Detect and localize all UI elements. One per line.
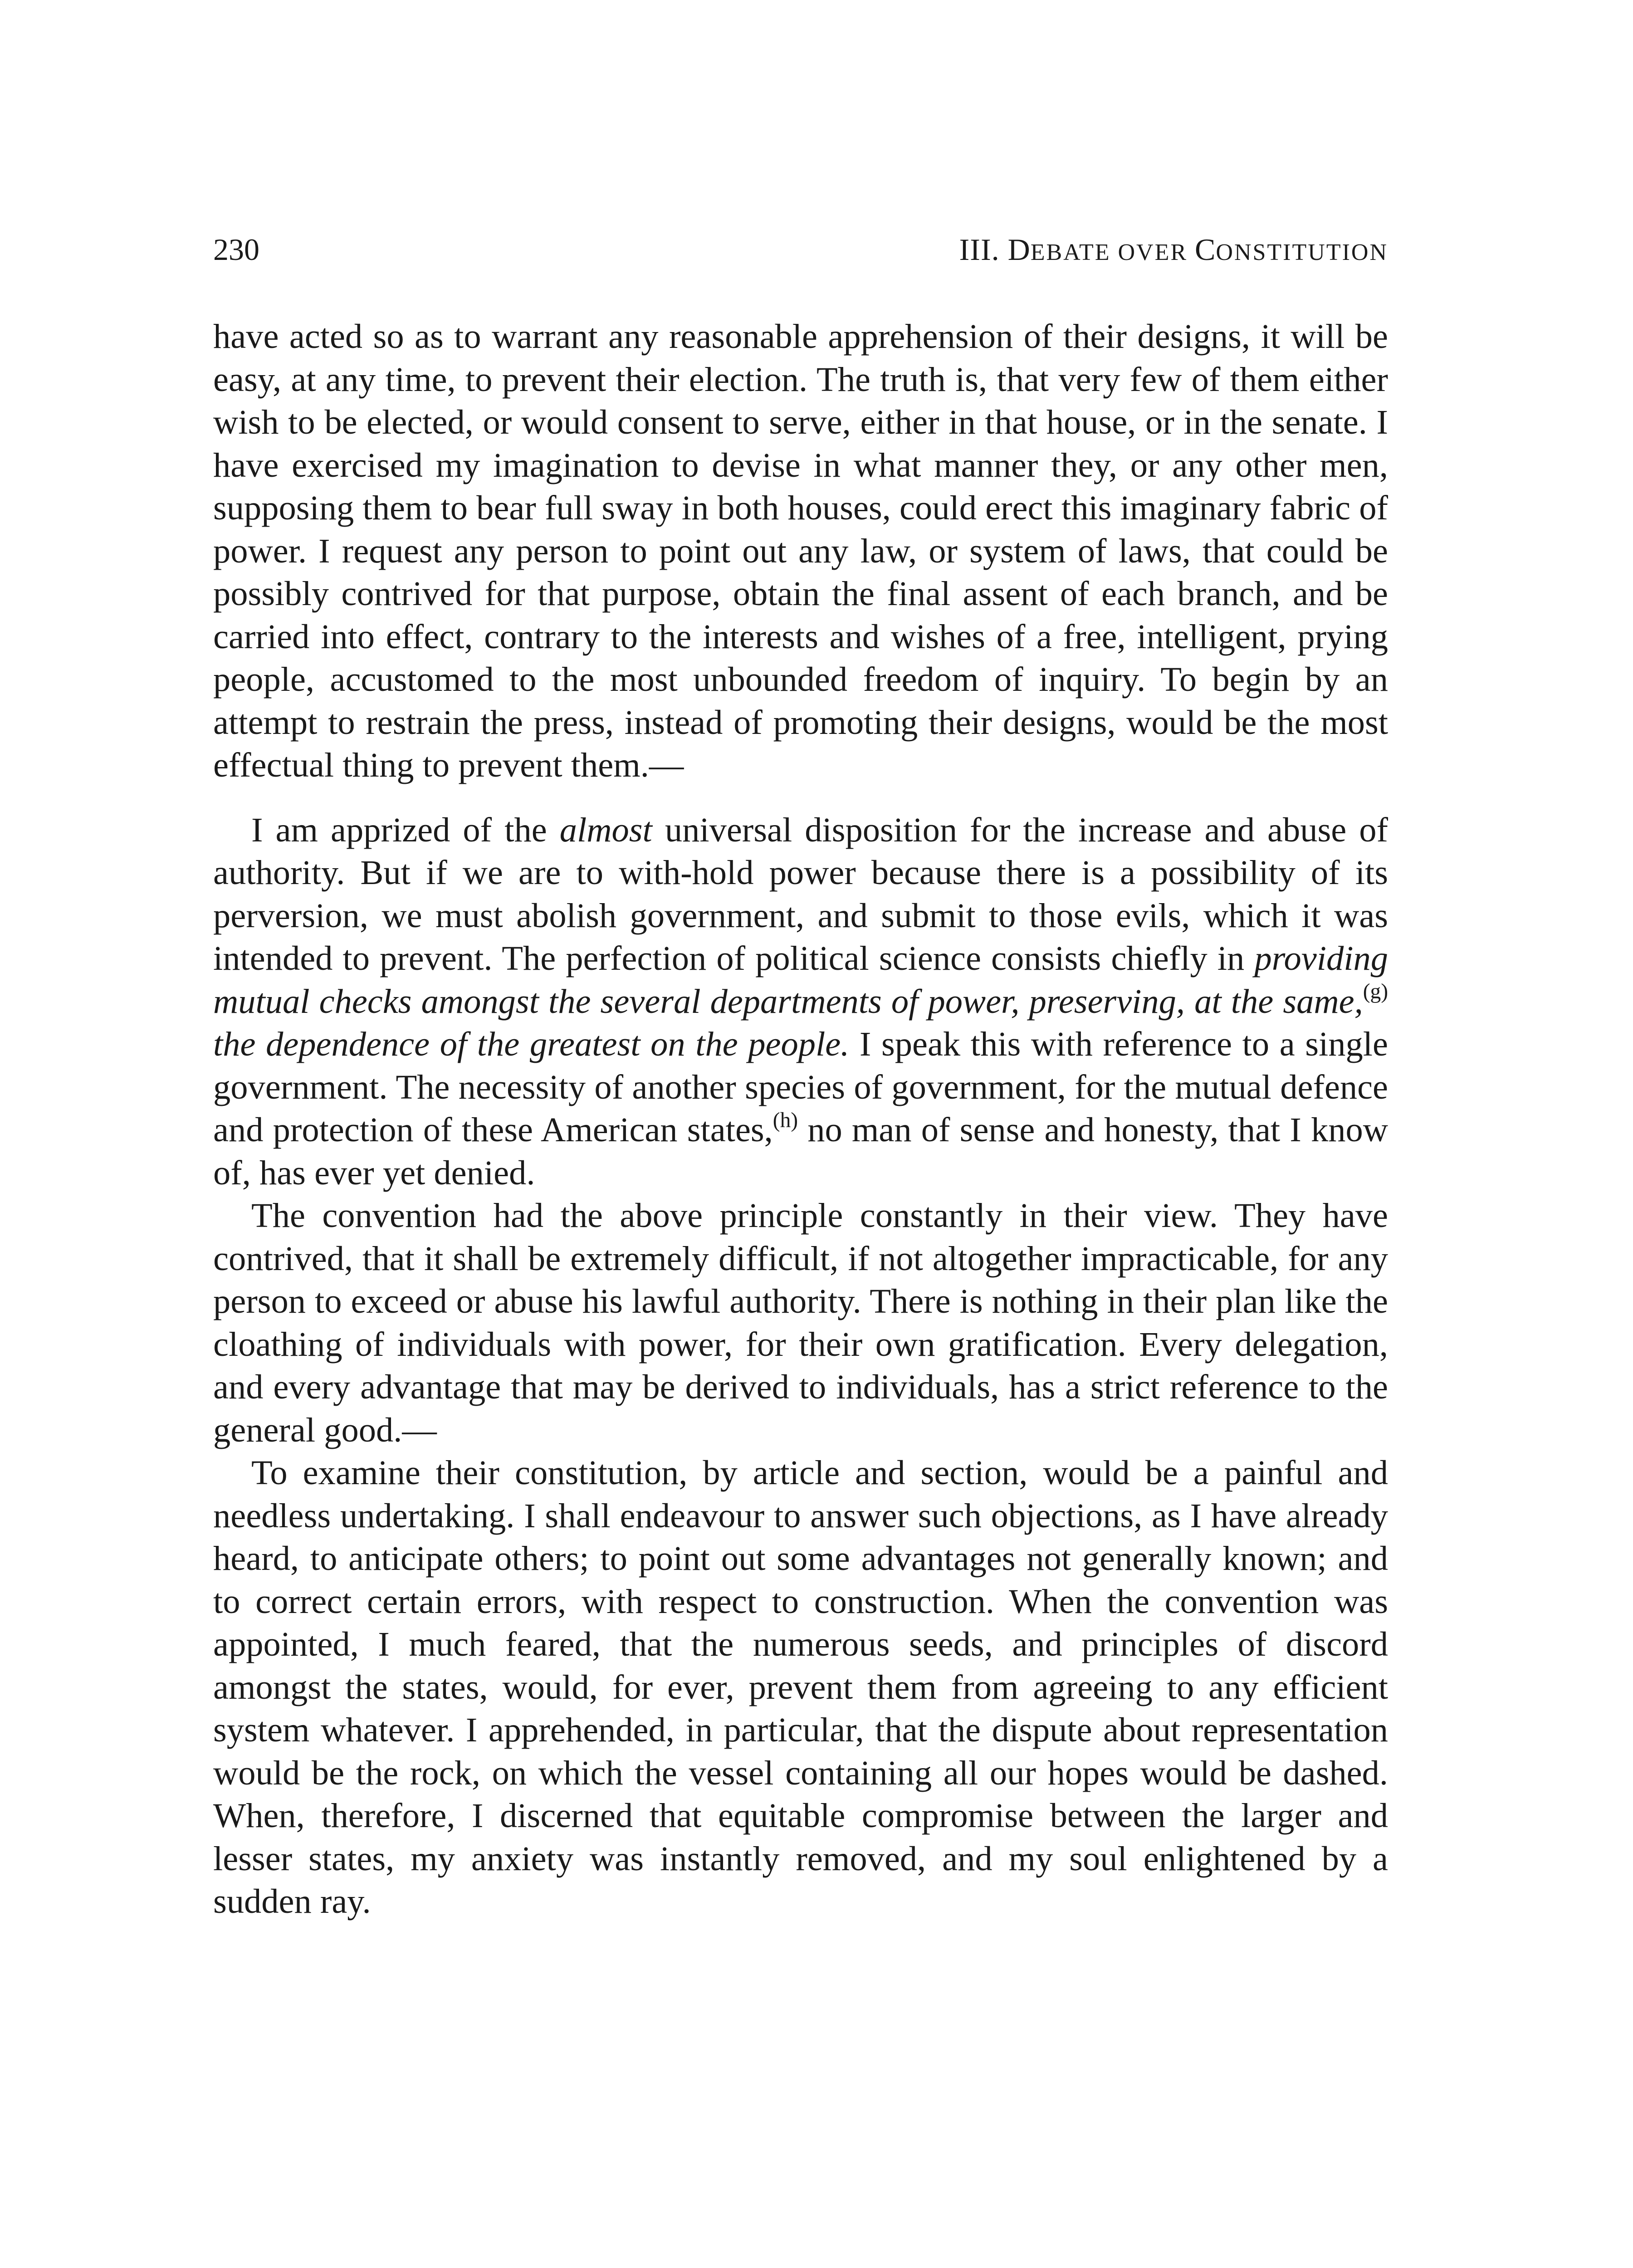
text-run: I speak this with reference to a single government. The necessity of another species of government, for the mutual defence and protection of these American states, bbox=[213, 1025, 1388, 1149]
paragraph-2 bbox=[213, 809, 1388, 1195]
emphasis: providing mutual checks amongst the several departments of power, preserving, at the same, bbox=[213, 939, 1388, 1021]
running-head-part: EBATE OVER bbox=[1030, 240, 1195, 265]
paragraph-4: To examine their constitution, by article and section, would be a painful and needless undertaking. I shall endeavour to answer such objections, as I have already heard, to anticipate others; to point out some advantages not generally known; and to correct certain errors, with respect to construction. When the convention was appointed, I much feared, that the numerous seeds, and principles of discord amongst the states, would, for ever, prevent them from agreeing to any efficient system whatever. I apprehended, in particular, that the dispute about representation would be the rock, on which the vessel containing all our hopes would be dashed. When, therefore, I discerned that equitable compromise between the larger and lesser states, my anxiety was instantly removed, and my soul enlightened by a sudden ray. bbox=[213, 1453, 1388, 1921]
running-head-part: ONSTITUTION bbox=[1216, 240, 1388, 265]
running-head-part: C bbox=[1195, 232, 1216, 267]
footnote-marker-g: (g) bbox=[1363, 980, 1388, 1004]
paragraph-3: The convention had the above principle constantly in their view. They have contrived, that it shall be extremely difficult, if not altogether impracticable, for any person to exceed or abuse his lawful authority. There is nothing in their plan like the cloathing of individuals with power, for their own gratification. Every delegation, and every advantage that may be derived to individuals, has a strict reference to the general good.— bbox=[213, 1196, 1388, 1449]
running-head bbox=[959, 229, 1388, 273]
emphasis: the dependence of the greatest on the people. bbox=[213, 1025, 850, 1063]
text-run: no man of sense and honesty, that I know of, has ever yet denied. bbox=[213, 1110, 1388, 1192]
paragraph-1: have acted so as to warrant any reasonable apprehension of their designs, it will be easy, at any time, to prevent their election. The truth is, that very few of them either wish to be elected, or would consent to serve, either in that house, or in the senate. I have exercised my imagination to devise in what manner they, or any other men, supposing them to bear full sway in both houses, could erect this imaginary fabric of power. I request any person to point out any law, or system of laws, that could be possibly contrived for that purpose, obtain the final assent of each branch, and be carried into effect, contrary to the interests and wishes of a free, intelligent, prying people, accustomed to the most unbounded freedom of inquiry. To begin by an attempt to restrain the press, instead of promoting their designs, would be the most effectual thing to prevent them.— bbox=[213, 317, 1388, 784]
text-run: universal disposition for the increase and abuse of authority. But if we are to with-hold power because there is a possibility of its perversion, we must abolish government, and submit to those evils, which it was intended to prevent. The perfection of political science consists chiefly in bbox=[213, 810, 1388, 978]
page-header bbox=[213, 229, 1388, 270]
page-number: 230 bbox=[213, 232, 259, 267]
text-run: I am apprized of the bbox=[251, 810, 560, 849]
emphasis: almost bbox=[559, 810, 652, 849]
running-head-part: III. D bbox=[959, 232, 1031, 267]
body-text bbox=[213, 315, 1388, 1923]
footnote-marker-h: (h) bbox=[772, 1108, 798, 1132]
